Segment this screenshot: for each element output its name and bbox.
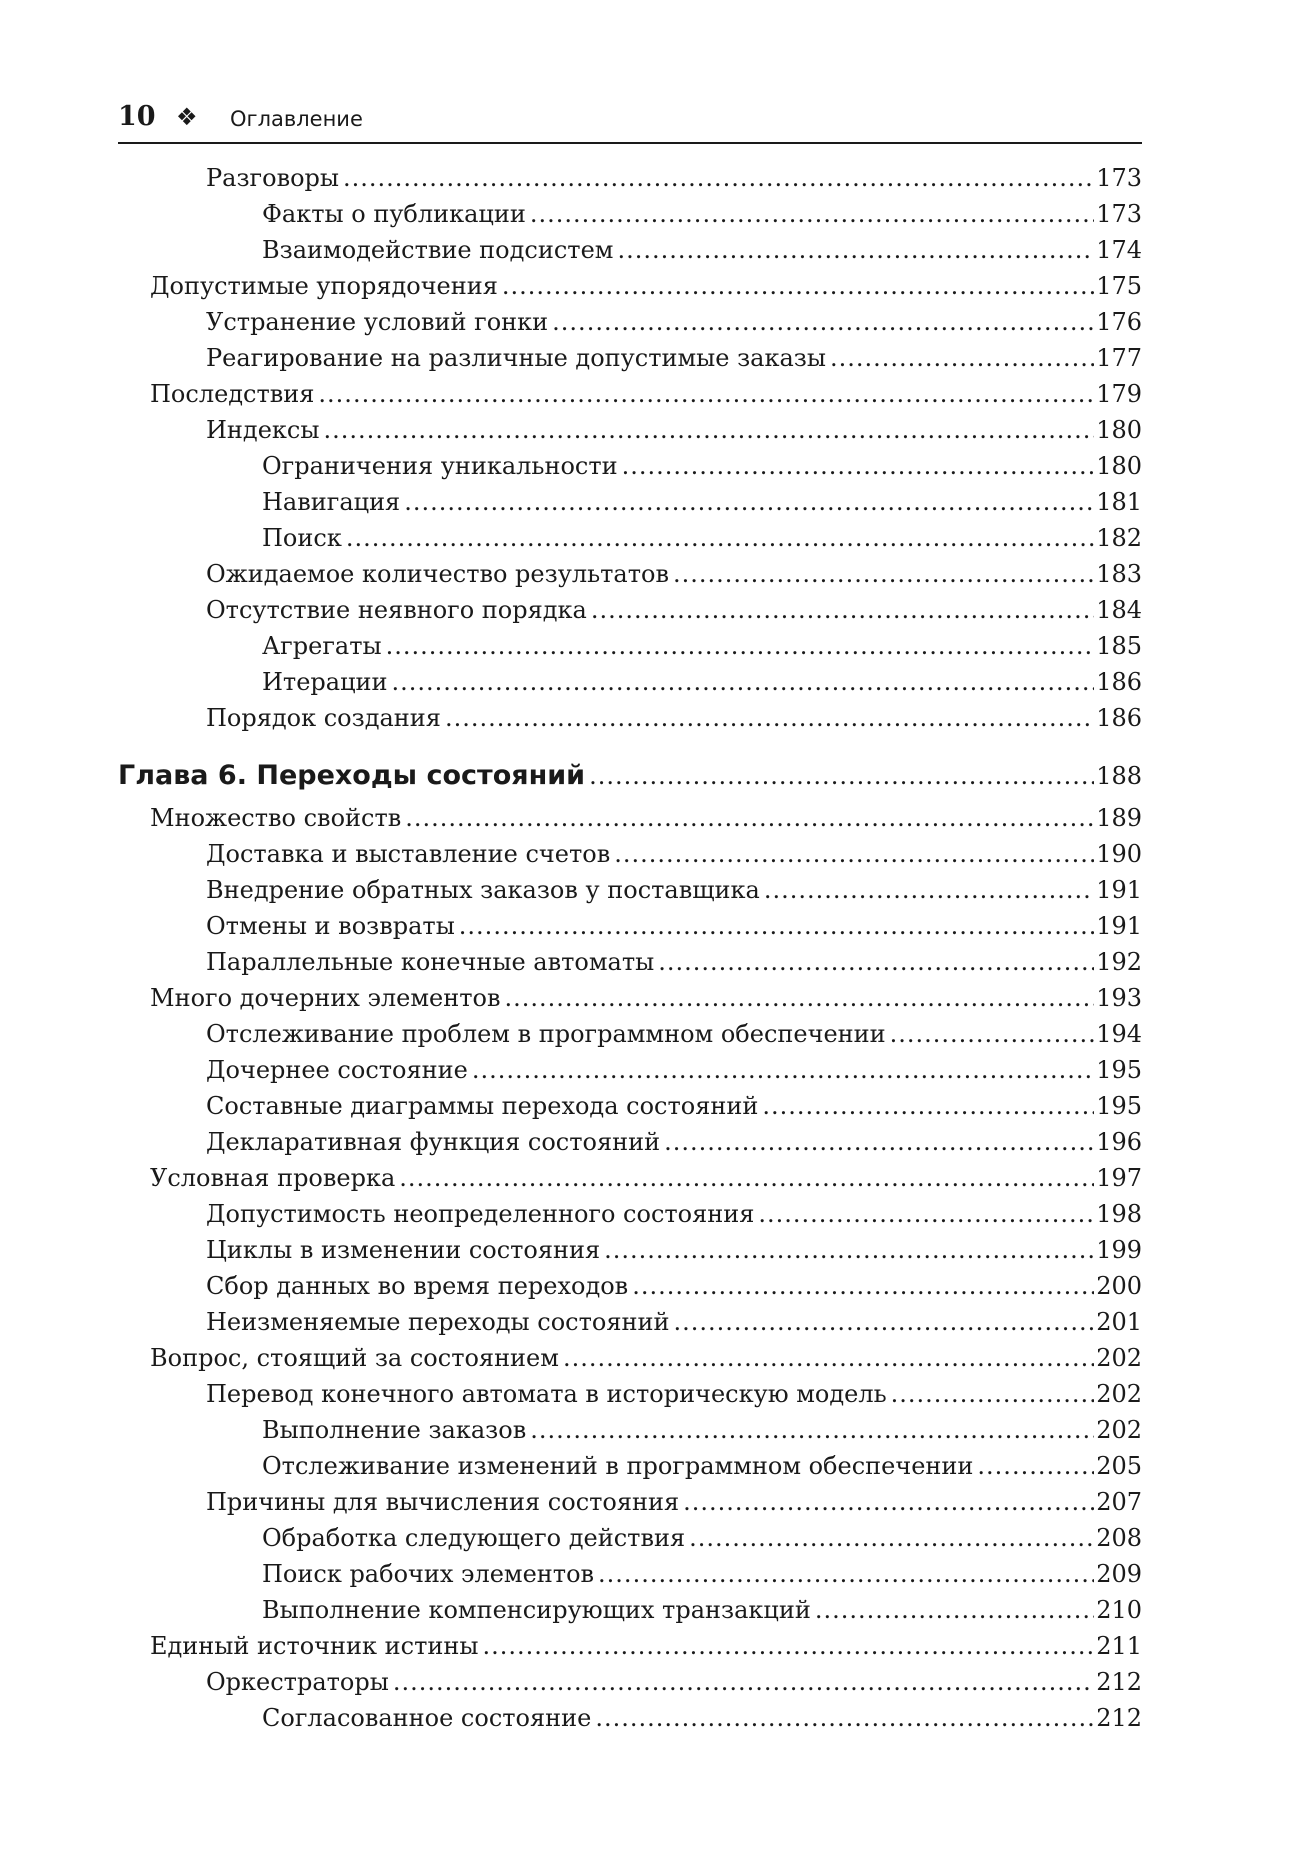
dot-leader: [393, 1664, 1094, 1700]
dot-leader: [399, 1160, 1094, 1196]
table-of-contents: [118, 160, 1142, 1736]
toc-entry-page: 185: [1096, 632, 1142, 660]
dot-leader: [530, 1412, 1094, 1448]
toc-entry-page: 193: [1096, 984, 1142, 1012]
toc-entry: [118, 1232, 1142, 1268]
dot-leader: [591, 592, 1094, 628]
toc-entry-title: Выполнение компенсирующих транзакций: [262, 1596, 811, 1624]
dot-leader: [318, 376, 1094, 412]
dot-leader: [598, 1556, 1094, 1592]
toc-entry-title: Поиск: [262, 524, 342, 552]
toc-entry: [118, 340, 1142, 376]
dot-leader: [604, 1232, 1094, 1268]
toc-entry-title: Параллельные конечные автоматы: [206, 948, 655, 976]
toc-entry: [118, 304, 1142, 340]
dot-leader: [689, 1520, 1094, 1556]
toc-entry-page: 192: [1096, 948, 1142, 976]
dot-leader: [563, 1340, 1094, 1376]
toc-entry-page: 181: [1096, 488, 1142, 516]
toc-entry: [118, 1052, 1142, 1088]
dot-leader: [764, 872, 1094, 908]
toc-entry-title: Неизменяемые переходы состояний: [206, 1308, 670, 1336]
dot-leader: [890, 1016, 1095, 1052]
toc-entry: [118, 268, 1142, 304]
dot-leader: [343, 160, 1094, 196]
toc-entry-page: 209: [1096, 1560, 1142, 1588]
dot-leader: [830, 340, 1094, 376]
dot-leader: [392, 664, 1095, 700]
toc-entry: [118, 836, 1142, 872]
toc-entry-page: 200: [1096, 1272, 1142, 1300]
toc-entry-page: 205: [1096, 1452, 1142, 1480]
dot-leader: [658, 944, 1094, 980]
toc-entry: [118, 1088, 1142, 1124]
dot-leader: [664, 1124, 1094, 1160]
toc-entry-title: Итерации: [262, 668, 388, 696]
page-header: [118, 98, 1142, 144]
toc-entry: [118, 484, 1142, 520]
toc-entry: [118, 412, 1142, 448]
toc-entry-title: Оркестраторы: [206, 1668, 389, 1696]
dot-leader: [815, 1592, 1094, 1628]
toc-entry-title: Ожидаемое количество результатов: [206, 560, 669, 588]
toc-entry-page: 212: [1096, 1668, 1142, 1696]
toc-entry-page: 195: [1096, 1092, 1142, 1120]
toc-entry: [118, 800, 1142, 836]
toc-entry-title: Навигация: [262, 488, 401, 516]
toc-entry-page: 207: [1096, 1488, 1142, 1516]
dot-leader: [758, 1196, 1094, 1232]
toc-entry: [118, 1160, 1142, 1196]
toc-entry-title: Обработка следующего действия: [262, 1524, 686, 1552]
toc-entry-page: 201: [1096, 1308, 1142, 1336]
toc-entry-page: 189: [1096, 804, 1142, 832]
toc-entry-page: 191: [1096, 876, 1142, 904]
toc-entry-title: Перевод конечного автомата в историческую модель: [206, 1380, 887, 1408]
dot-leader: [632, 1268, 1094, 1304]
toc-entry-title: Вопрос, стоящий за состоянием: [150, 1344, 559, 1372]
dot-leader: [404, 484, 1094, 520]
toc-entry: [118, 1124, 1142, 1160]
toc-entry-title: Доставка и выставление счетов: [206, 840, 611, 868]
toc-entry: [118, 628, 1142, 664]
toc-entry-page: 184: [1096, 596, 1142, 624]
toc-entry: [118, 1592, 1142, 1628]
toc-entry-title: Глава 6. Переходы состояний: [118, 760, 586, 791]
dot-leader: [346, 520, 1094, 556]
toc-entry-page: 173: [1096, 200, 1142, 228]
toc-entry: [118, 376, 1142, 412]
dot-leader: [405, 800, 1094, 836]
dot-leader: [977, 1448, 1094, 1484]
toc-entry-page: 190: [1096, 840, 1142, 868]
toc-entry-title: Внедрение обратных заказов у поставщика: [206, 876, 760, 904]
toc-entry: [118, 1664, 1142, 1700]
toc-entry: [118, 1016, 1142, 1052]
toc-entry: [118, 592, 1142, 628]
dot-leader: [622, 448, 1095, 484]
toc-entry-title: Агрегаты: [262, 632, 382, 660]
toc-entry-title: Устранение условий гонки: [206, 308, 549, 336]
toc-entry-page: 180: [1096, 452, 1142, 480]
toc-entry: [118, 1628, 1142, 1664]
toc-entry-page: 198: [1096, 1200, 1142, 1228]
toc-entry: [118, 196, 1142, 232]
toc-entry: [118, 232, 1142, 268]
toc-entry-title: Много дочерних элементов: [150, 984, 501, 1012]
toc-entry: [118, 448, 1142, 484]
toc-entry-title: Допустимые упорядочения: [150, 272, 498, 300]
toc-entry-page: 179: [1096, 380, 1142, 408]
toc-entry: [118, 1196, 1142, 1232]
toc-entry-page: 186: [1096, 668, 1142, 696]
dot-leader: [502, 268, 1094, 304]
toc-entry-title: Ограничения уникальности: [262, 452, 618, 480]
toc-entry-page: 211: [1096, 1632, 1142, 1660]
toc-entry-page: 175: [1096, 272, 1142, 300]
toc-chapter-entry: [118, 754, 1142, 798]
toc-entry-title: Отслеживание проблем в программном обеспечении: [206, 1020, 886, 1048]
toc-entry: [118, 1304, 1142, 1340]
toc-entry-title: Реагирование на различные допустимые заказы: [206, 344, 826, 372]
toc-entry-page: 202: [1096, 1416, 1142, 1444]
toc-entry: [118, 520, 1142, 556]
toc-entry: [118, 1700, 1142, 1736]
dot-leader: [445, 700, 1094, 736]
toc-entry: [118, 1520, 1142, 1556]
toc-entry-page: 177: [1096, 344, 1142, 372]
toc-entry: [118, 556, 1142, 592]
toc-entry-page: 188: [1096, 762, 1142, 790]
toc-entry-title: Составные диаграммы перехода состояний: [206, 1092, 759, 1120]
toc-entry-page: 186: [1096, 704, 1142, 732]
toc-entry-page: 194: [1096, 1020, 1142, 1048]
dot-leader: [595, 1700, 1094, 1736]
dot-leader: [683, 1484, 1094, 1520]
toc-entry: [118, 1268, 1142, 1304]
toc-entry: [118, 980, 1142, 1016]
toc-entry-title: Декларативная функция состояний: [206, 1128, 661, 1156]
toc-entry-page: 182: [1096, 524, 1142, 552]
toc-entry: [118, 160, 1142, 196]
toc-entry: [118, 1448, 1142, 1484]
toc-entry: [118, 908, 1142, 944]
dot-leader: [386, 628, 1095, 664]
dot-leader: [504, 980, 1094, 1016]
toc-entry-title: Циклы в изменении состояния: [206, 1236, 601, 1264]
toc-entry-page: 199: [1096, 1236, 1142, 1264]
toc-entry-title: Индексы: [206, 416, 320, 444]
toc-entry: [118, 1412, 1142, 1448]
dot-leader: [552, 304, 1094, 340]
toc-entry-page: 202: [1096, 1344, 1142, 1372]
dot-leader: [472, 1052, 1094, 1088]
toc-entry-title: Последствия: [150, 380, 315, 408]
toc-entry-title: Допустимость неопределенного состояния: [206, 1200, 755, 1228]
dot-leader: [323, 412, 1094, 448]
toc-entry-page: 196: [1096, 1128, 1142, 1156]
toc-entry-page: 210: [1096, 1596, 1142, 1624]
toc-entry-title: Порядок создания: [206, 704, 441, 732]
toc-entry-page: 197: [1096, 1164, 1142, 1192]
toc-entry: [118, 872, 1142, 908]
toc-entry-title: Множество свойств: [150, 804, 402, 832]
toc-entry-title: Факты о публикации: [262, 200, 526, 228]
toc-entry-page: 195: [1096, 1056, 1142, 1084]
toc-entry-page: 180: [1096, 416, 1142, 444]
ornament-icon: ❖: [176, 103, 198, 131]
dot-leader: [762, 1088, 1094, 1124]
toc-entry: [118, 1340, 1142, 1376]
toc-entry-page: 176: [1096, 308, 1142, 336]
section-title: Оглавление: [230, 107, 363, 131]
toc-entry: [118, 664, 1142, 700]
dot-leader: [617, 232, 1094, 268]
dot-leader: [614, 836, 1094, 872]
dot-leader: [482, 1628, 1094, 1664]
toc-entry-page: 173: [1096, 164, 1142, 192]
toc-entry-page: 212: [1096, 1704, 1142, 1732]
toc-entry-page: 174: [1096, 236, 1142, 264]
toc-entry-title: Отсутствие неявного порядка: [206, 596, 587, 624]
toc-entry-title: Сбор данных во время переходов: [206, 1272, 629, 1300]
toc-entry-title: Выполнение заказов: [262, 1416, 527, 1444]
toc-entry: [118, 944, 1142, 980]
dot-leader: [673, 1304, 1094, 1340]
toc-entry: [118, 1484, 1142, 1520]
toc-entry-title: Согласованное состояние: [262, 1704, 592, 1732]
toc-entry-page: 202: [1096, 1380, 1142, 1408]
dot-leader: [459, 908, 1094, 944]
toc-entry: [118, 1556, 1142, 1592]
page-number: 10: [118, 101, 156, 132]
dot-leader: [589, 754, 1094, 790]
toc-entry-title: Поиск рабочих элементов: [262, 1560, 595, 1588]
dot-leader: [673, 556, 1094, 592]
toc-entry-title: Условная проверка: [150, 1164, 396, 1192]
toc-entry-title: Отмены и возвраты: [206, 912, 455, 940]
dot-leader: [530, 196, 1094, 232]
toc-entry-title: Причины для вычисления состояния: [206, 1488, 680, 1516]
toc-entry-page: 183: [1096, 560, 1142, 588]
toc-entry-title: Дочернее состояние: [206, 1056, 468, 1084]
toc-entry-title: Единый источник истины: [150, 1632, 479, 1660]
toc-entry: [118, 1376, 1142, 1412]
toc-entry-page: 191: [1096, 912, 1142, 940]
toc-entry-title: Разговоры: [206, 164, 339, 192]
dot-leader: [891, 1376, 1095, 1412]
toc-entry-title: Отслеживание изменений в программном обеспечении: [262, 1452, 974, 1480]
toc-entry-page: 208: [1096, 1524, 1142, 1552]
toc-entry-title: Взаимодействие подсистем: [262, 236, 614, 264]
toc-entry: [118, 700, 1142, 736]
